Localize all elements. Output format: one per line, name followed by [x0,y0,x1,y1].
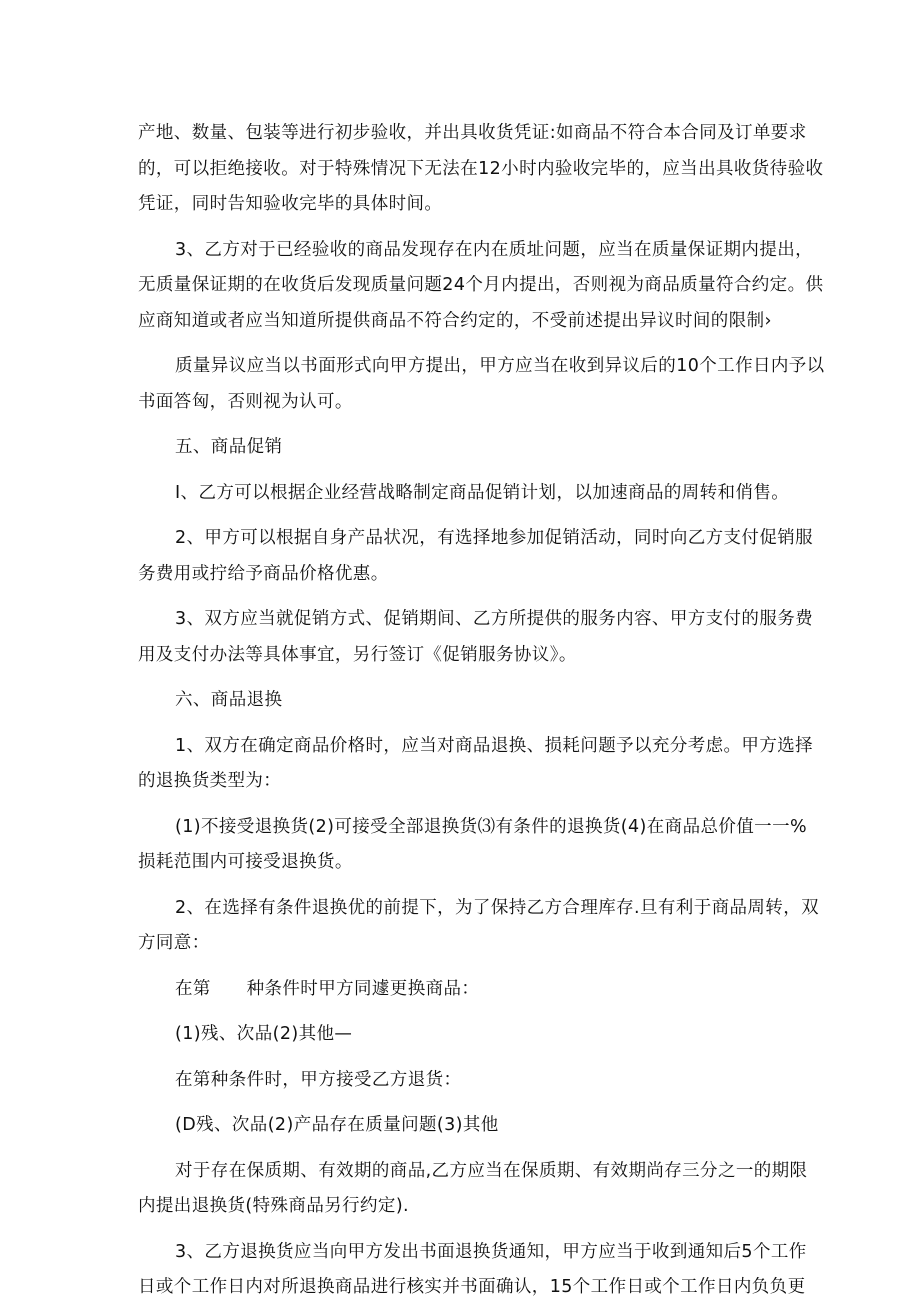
paragraph-quality-objection [138,349,825,420]
text-line: 在第种条件时，甲方接受乙方退货： [175,1069,462,1090]
text-line: 应商知道或者应当知道所提供商品不符合约定的，不受前述提出异议时间的限制› [138,310,772,331]
text-line: 2、甲方可以根据自身产品状况，有选择地参加促销活动，同时向乙方支付促销服 [175,528,814,548]
text-line: 务费用或拧给予商品价格优惠。 [138,563,389,584]
paragraph-shelf-life [138,1154,808,1225]
text-line: 的，可以拒绝接收。对于特殊情况下无法在12小时内验收完毕的，应当出具收货待验收 [138,158,824,179]
paragraph-promotion-3 [138,602,814,673]
text-line: 的退换货类型为： [138,771,282,791]
text-line: 方同意： [138,933,210,953]
paragraph-returns-3 [138,1235,807,1306]
text-line: 3、双方应当就促销方式、促销期间、乙方所提供的服务内容、甲方支付的服务费 [175,609,814,629]
paragraph-receiving-inspection [138,116,824,223]
text-line: 质量异议应当以书面形式向甲方提出，甲方应当在收到异议后的10个工作日内予以 [175,356,825,376]
paragraph-returns-1 [138,729,814,800]
paragraph-promotion-2 [138,521,814,592]
text-line: 日或个工作日内对所退换商品进行核实并书面确认，15个工作日或个工作日内负负更 [138,1277,806,1297]
text-line: 1、双方在确定商品价格时，应当对商品退换、损耗问题予以充分考虑。甲方选择 [175,735,814,756]
paragraph-returns-2 [138,891,819,962]
text-line: (1)不接受退换货(2)可接受全部退换货⑶有条件的退换货(4)在商品总价值一一% [175,816,807,837]
text-line: 对于存在保质期、有效期的商品,乙方应当在保质期、有效期尚存三分之一的期限 [175,1160,808,1181]
paragraph-return-condition [138,1063,788,1099]
document-body [138,116,825,1306]
section-heading: 六、商品退换 [175,690,283,710]
text-line: 内提出退换货(特殊商品另行约定). [138,1196,410,1216]
text-line: I、乙方可以根据企业经营战略制定商品促销计划，以加速商品的周转和俏售。 [175,482,790,503]
paragraph-quality-issue [138,233,824,340]
section-heading-promotion [138,430,788,466]
paragraph-return-types [138,810,807,881]
text-line: 产地、数量、包装等进行初步验收，并出具收货凭证:如商品不符合本合同及订单要求 [138,123,807,143]
text-line: 凭证，同时告知验收完毕的具体时间。 [138,194,443,214]
text-line: 3、乙方对于已经验收的商品发现存在内在质址问题，应当在质量保证期内提出， [175,239,814,260]
text-line: 用及支付办法等具体事宜，另行签订《促销服务协议》。 [138,644,577,665]
paragraph-return-items [138,1108,788,1144]
section-heading-returns [138,683,788,719]
text-line: 3、乙方退换货应当向甲方发出书面退换货通知，甲方应当于收到通知后5个工作 [175,1241,807,1262]
text-line: (1)残、次品(2)其他— [175,1024,353,1044]
text-line: 在第 种条件时甲方同遽更换商品： [175,978,480,999]
text-line: 损耗范围内可接受退换货。 [138,852,353,872]
text-line: (D残、次品(2)产品存在质量问题(3)其他 [175,1115,499,1135]
paragraph-exchange-condition [138,972,788,1008]
text-line: 书面答匈，否则视为认可。 [138,391,353,412]
text-line: 2、在选择有条件退换优的前提下，为了保持乙方合理库存.旦有利于商品周转，双 [175,897,819,918]
text-line: 无质量保证期的在收货后发现质量问题24个月内提出，否则视为商品质量符合约定。供 [138,275,824,295]
paragraph-exchange-items [138,1017,788,1053]
paragraph-promotion-1 [138,476,788,512]
section-heading: 五、商品促销 [175,437,283,457]
